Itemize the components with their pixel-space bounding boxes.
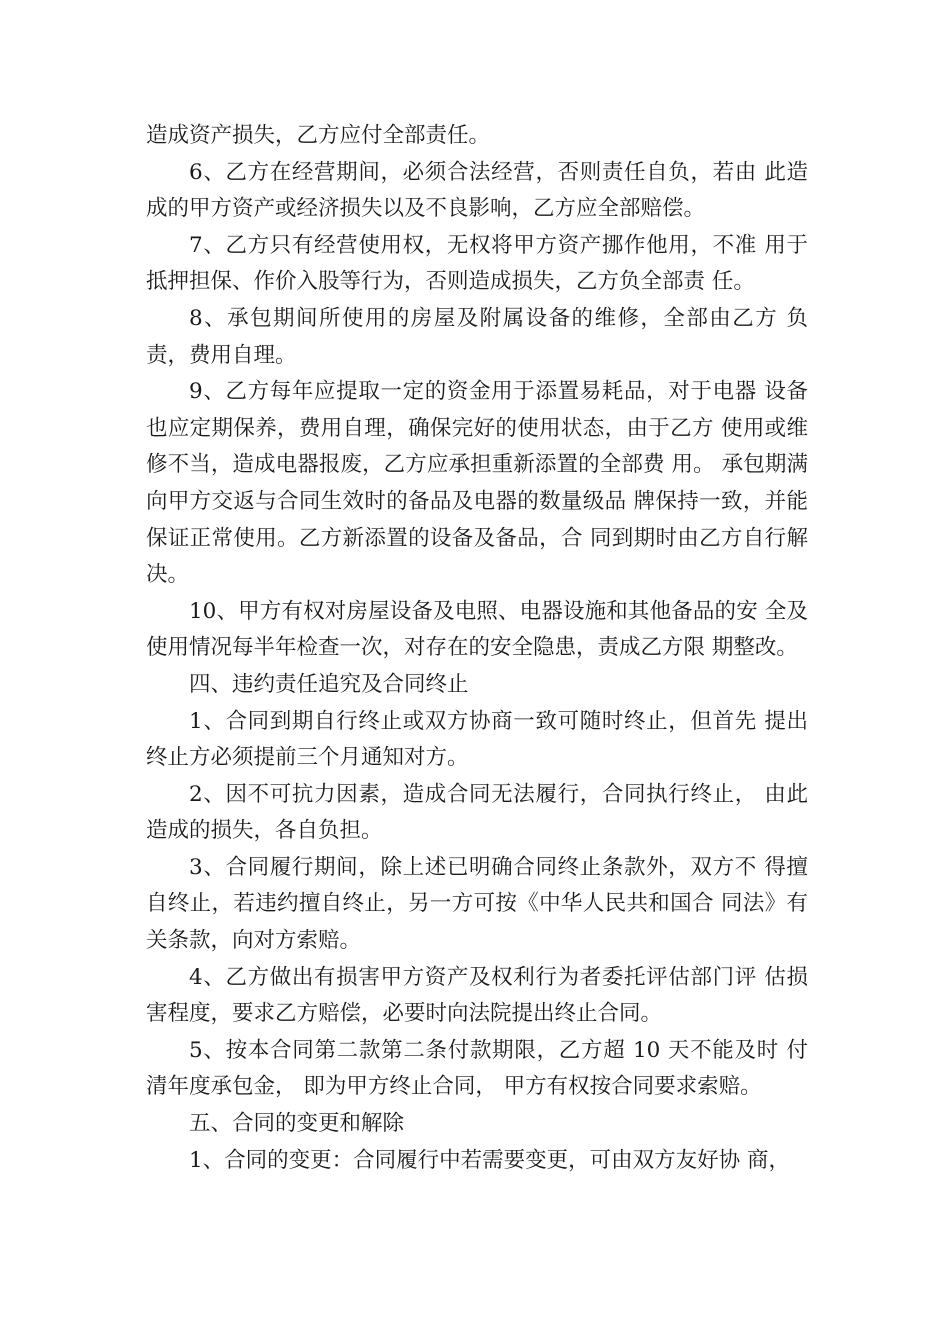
section-4-heading: 四、违约责任追究及合同终止: [189, 671, 469, 697]
clause-3-9: 9、乙方每年应提取一定的资金用于添置易耗品，对于电器 设备也应定期保养，费用自理，确保完好的使用状态，由于乙方 使用或维修不当，造成电器报废，乙方应承担重新添置的全部费 用。 承包期满向甲方交返与合同生效时的备品及电器的数量级品 牌保持一致，并能保证正常使用。乙方新添置的设备及备品，合 同到期时由乙方自行解决。: [146, 379, 808, 588]
clause-3-8: 8、承包期间所使用的房屋及附属设备的维修，全部由乙方 负责，费用自理。: [146, 305, 808, 368]
clause-4-2: 2、因不可抗力因素，造成合同无法履行，合同执行终止， 由此造成的损失，各自负担。: [146, 781, 808, 844]
section-5-heading: 五、合同的变更和解除: [189, 1111, 405, 1137]
clause-4-3: 3、合同履行期间，除上述已明确合同终止条款外，双方不 得擅自终止，若违约擅自终止，另一方可按《中华人民共和国合 同法》有关条款，向对方索赔。: [146, 854, 808, 954]
clause-5-1: 1、合同的变更：合同履行中若需要变更，可由双方友好协 商，: [189, 1147, 791, 1173]
clause-3-7: 7、乙方只有经营使用权，无权将甲方资产挪作他用，不准 用于抵押担保、作价入股等行为，否则造成损失，乙方负全部责 任。: [146, 232, 808, 295]
clause-4-4: 4、乙方做出有损害甲方资产及权利行为者委托评估部门评 估损害程度，要求乙方赔偿，必要时向法院提出终止合同。: [146, 964, 808, 1027]
paragraph-continuation: 造成资产损失，乙方应付全部责任。: [146, 123, 491, 148]
clause-4-1: 1、合同到期自行终止或双方协商一致可随时终止，但首先 提出终止方必须提前三个月通知对方。: [146, 708, 808, 771]
clause-3-6: 6、乙方在经营期间，必须合法经营，否则责任自负，若由 此造成的甲方资产或经济损失以及不良影响，乙方应全部赔偿。: [146, 159, 808, 222]
clause-3-10: 10、甲方有权对房屋设备及电照、电器设施和其他备品的安 全及使用情况每半年检查一次，对存在的安全隐患，责成乙方限 期整改。: [146, 598, 808, 661]
clause-4-5: 5、按本合同第二款第二条付款期限，乙方超 10 天不能及时 付清年度承包金， 即为甲方终止合同， 甲方有权按合同要求索赔。: [146, 1037, 808, 1100]
document-body: [146, 118, 808, 1179]
